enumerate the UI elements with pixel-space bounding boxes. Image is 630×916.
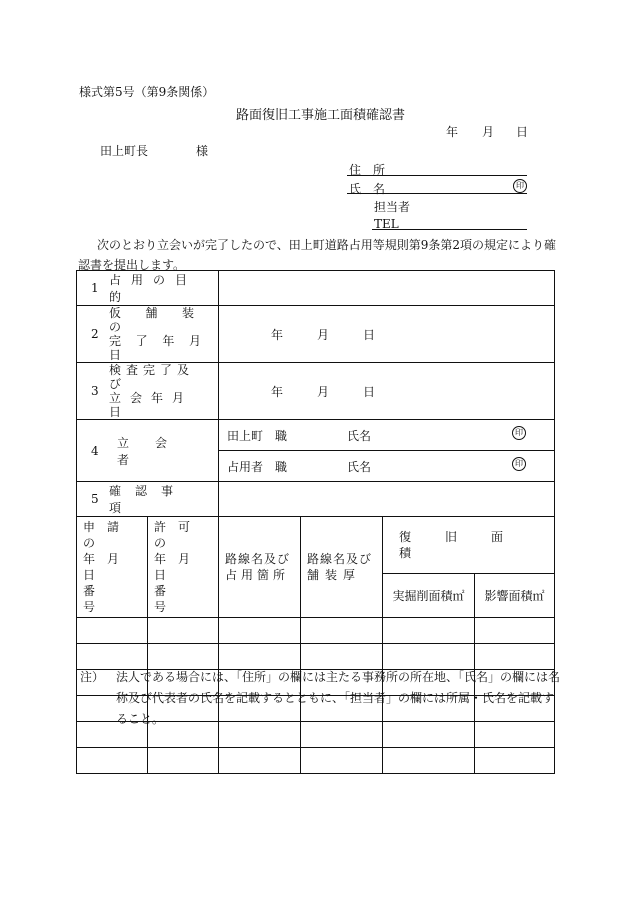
name-label: 氏 名 <box>349 182 386 196</box>
row-temp-paving <box>77 306 555 363</box>
witness-town[interactable]: 田上町 職 氏名 印 <box>219 420 555 451</box>
row-witness-town <box>77 420 555 451</box>
cell[interactable] <box>475 618 555 644</box>
cell[interactable] <box>148 618 219 644</box>
table-row <box>77 644 555 670</box>
inspection-label-1: 検査完了及び <box>109 363 195 391</box>
addressee-honorific: 様 <box>196 144 209 158</box>
header-affected-area: 影響面積㎡ <box>475 574 555 618</box>
cell[interactable] <box>219 644 301 670</box>
temp-paving-label-1: 仮舗装の <box>109 306 210 334</box>
name-line[interactable] <box>347 193 527 194</box>
row-purpose <box>77 271 555 306</box>
cell[interactable] <box>383 748 475 774</box>
inspection-label-2: 立会年月日 <box>109 391 194 419</box>
inspection-date[interactable]: 年 月 日 <box>219 363 555 420</box>
seal-mark-icon: 印 <box>512 426 526 440</box>
document-title: 路面復旧工事施工面積確認書 <box>236 108 406 123</box>
address-line[interactable] <box>347 175 527 176</box>
cell[interactable] <box>383 618 475 644</box>
cell[interactable] <box>475 748 555 774</box>
table-row <box>77 618 555 644</box>
confirmation-value[interactable] <box>219 482 555 517</box>
purpose-value[interactable] <box>219 271 555 306</box>
temp-paving-label-cell: 2 仮舗装の 完了年月日 <box>77 306 219 363</box>
date-month: 月 <box>482 125 495 139</box>
cell[interactable] <box>383 644 475 670</box>
cell[interactable] <box>77 618 148 644</box>
header-excavation-area: 実掘削面積㎡ <box>383 574 475 618</box>
cell[interactable] <box>148 644 219 670</box>
header-row-1 <box>77 517 555 574</box>
confirmation-label-cell: 5 確認事項 <box>77 482 219 517</box>
intro-line-1: 次のとおり立会いが完了したので、田上町道路占用等規則第9条第2項の規定により確 <box>97 238 557 252</box>
tel-line[interactable] <box>372 229 527 230</box>
addressee-name: 田上町長 <box>100 144 149 158</box>
confirmation-label: 確認事項 <box>109 484 188 515</box>
row-confirmation <box>77 482 555 517</box>
seal-mark-icon: 印 <box>513 179 527 193</box>
header-route-location: 路線名及び 占用箇所 <box>219 517 301 618</box>
cell[interactable] <box>475 644 555 670</box>
header-route-thickness: 路線名及び 舗装厚 <box>301 517 383 618</box>
cell[interactable] <box>148 748 219 774</box>
person-in-charge-label: 担当者 <box>374 200 411 214</box>
witness-label: 立会者 <box>117 435 194 467</box>
table-row <box>77 748 555 774</box>
cell[interactable] <box>219 618 301 644</box>
header-application: 申請の 年月日 番号 <box>77 517 148 618</box>
date-day: 日 <box>516 125 529 139</box>
footnote-label: 注） <box>80 670 105 684</box>
address-label: 住 所 <box>349 163 386 177</box>
footnote-text: 法人である場合には、「住所」の欄には主たる事務所の所在地、「氏名」の欄には名称及び代表者の氏名を記載するとともに、「担当者」の欄には所属・氏名を記載すること。 <box>116 670 561 726</box>
header-restoration-area: 復旧面積 <box>383 517 555 574</box>
purpose-label-cell: 1 占用の目的 <box>77 271 219 306</box>
date-year: 年 <box>446 125 459 139</box>
cell[interactable] <box>219 748 301 774</box>
tel-label: TEL <box>374 217 399 231</box>
cell[interactable] <box>77 644 148 670</box>
temp-paving-date[interactable]: 年 月 日 <box>219 306 555 363</box>
witness-occupant[interactable]: 占用者 職 氏名 印 <box>219 451 555 482</box>
seal-mark-icon: 印 <box>512 457 526 471</box>
cell[interactable] <box>301 644 383 670</box>
purpose-label: 占用の目的 <box>109 273 198 304</box>
cell[interactable] <box>77 748 148 774</box>
header-permit: 許可の 年月日 番号 <box>148 517 219 618</box>
row-inspection <box>77 363 555 420</box>
form-id: 様式第5号（第9条関係） <box>79 85 215 99</box>
footnote <box>80 667 560 730</box>
cell[interactable] <box>301 618 383 644</box>
witness-label-cell: 4 立会者 <box>77 420 219 482</box>
cell[interactable] <box>301 748 383 774</box>
inspection-label-cell: 3 検査完了及び 立会年月日 <box>77 363 219 420</box>
temp-paving-label-2: 完了年月日 <box>109 334 210 362</box>
intro-line-2: 認書を提出します。 <box>78 258 186 272</box>
